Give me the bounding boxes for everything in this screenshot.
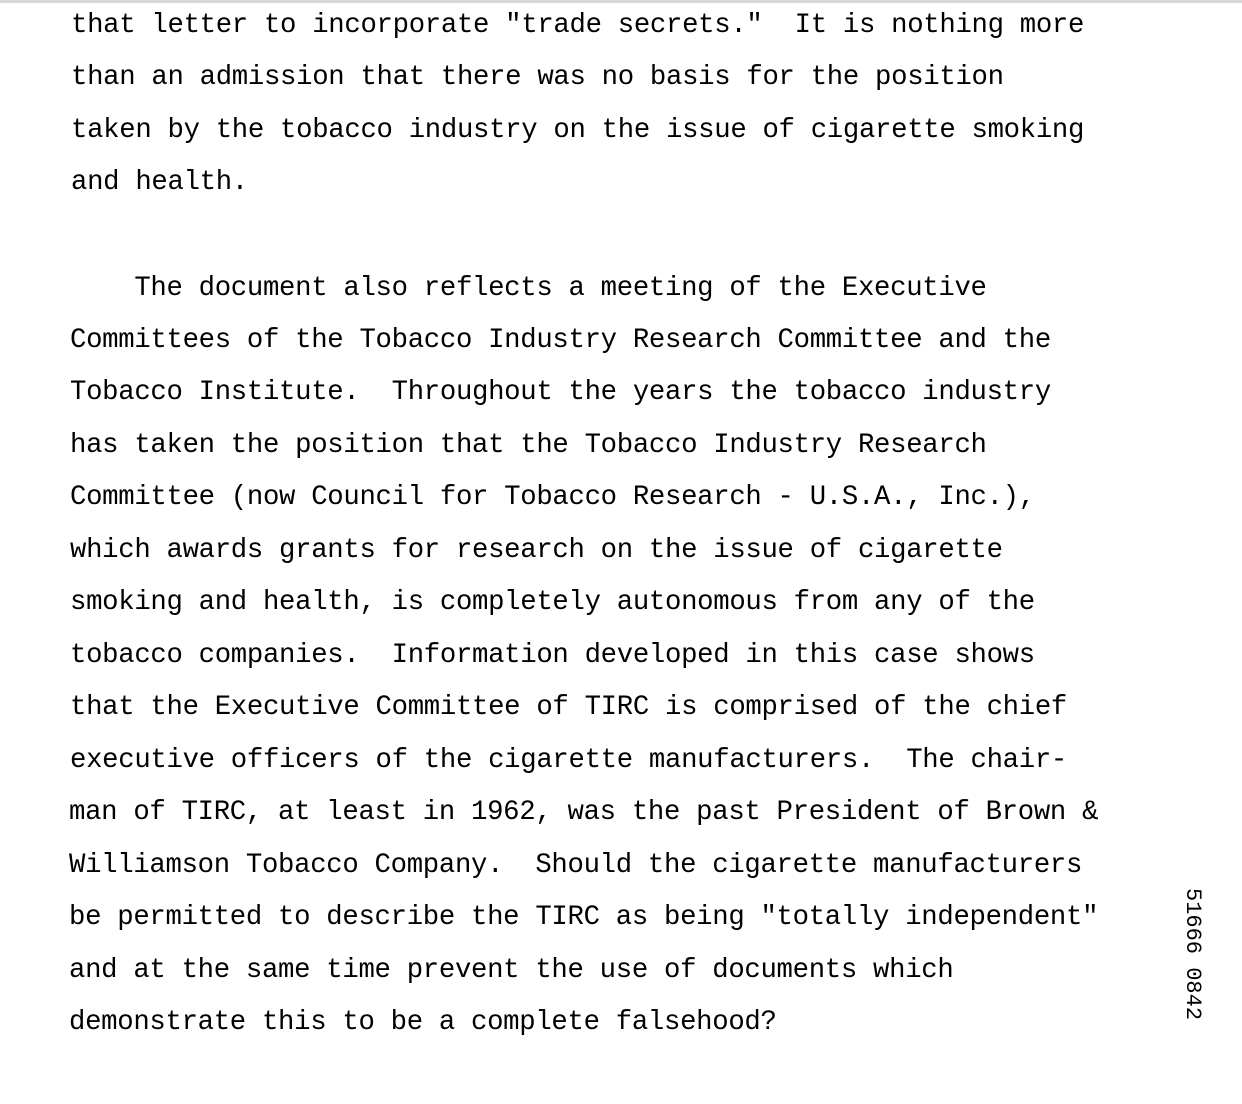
bates-number: 51666 0842 xyxy=(1180,888,1205,1021)
text-line: and health. xyxy=(71,167,248,198)
text-line: Committees of the Tobacco Industry Research Committee and the xyxy=(70,325,1051,356)
text-line: has taken the position that the Tobacco Industry Research xyxy=(70,430,987,461)
text-line: that the Executive Committee of TIRC is comprised of the chief xyxy=(70,692,1068,723)
text-line: Tobacco Institute. Throughout the years the tobacco industry xyxy=(70,377,1051,408)
text-line: than an admission that there was no basis for the position xyxy=(71,62,1004,93)
text-line: smoking and health, is completely autonomous from any of the xyxy=(70,587,1035,618)
text-line: man of TIRC, at least in 1962, was the past President of Brown & xyxy=(69,797,1099,828)
text-line: Committee (now Council for Tobacco Research - U.S.A., Inc.), xyxy=(70,482,1035,513)
text-line: which awards grants for research on the issue of cigarette xyxy=(70,535,1003,566)
text-line: taken by the tobacco industry on the issue of cigarette smoking xyxy=(71,115,1085,146)
text-line: demonstrate this to be a complete falsehood? xyxy=(69,1007,777,1038)
text-line: Williamson Tobacco Company. Should the cigarette manufacturers xyxy=(69,850,1083,881)
text-line: executive officers of the cigarette manufacturers. The chair- xyxy=(70,745,1068,776)
text-line: that letter to incorporate "trade secrets." It is nothing more xyxy=(71,10,1085,41)
text-line: and at the same time prevent the use of documents which xyxy=(69,955,954,986)
text-line: be permitted to describe the TIRC as being "totally independent" xyxy=(69,902,1099,933)
text-line: The document also reflects a meeting of the Executive xyxy=(70,273,987,304)
text-line: tobacco companies. Information developed in this case shows xyxy=(70,640,1035,671)
bates-stamp xyxy=(1175,888,1207,1048)
